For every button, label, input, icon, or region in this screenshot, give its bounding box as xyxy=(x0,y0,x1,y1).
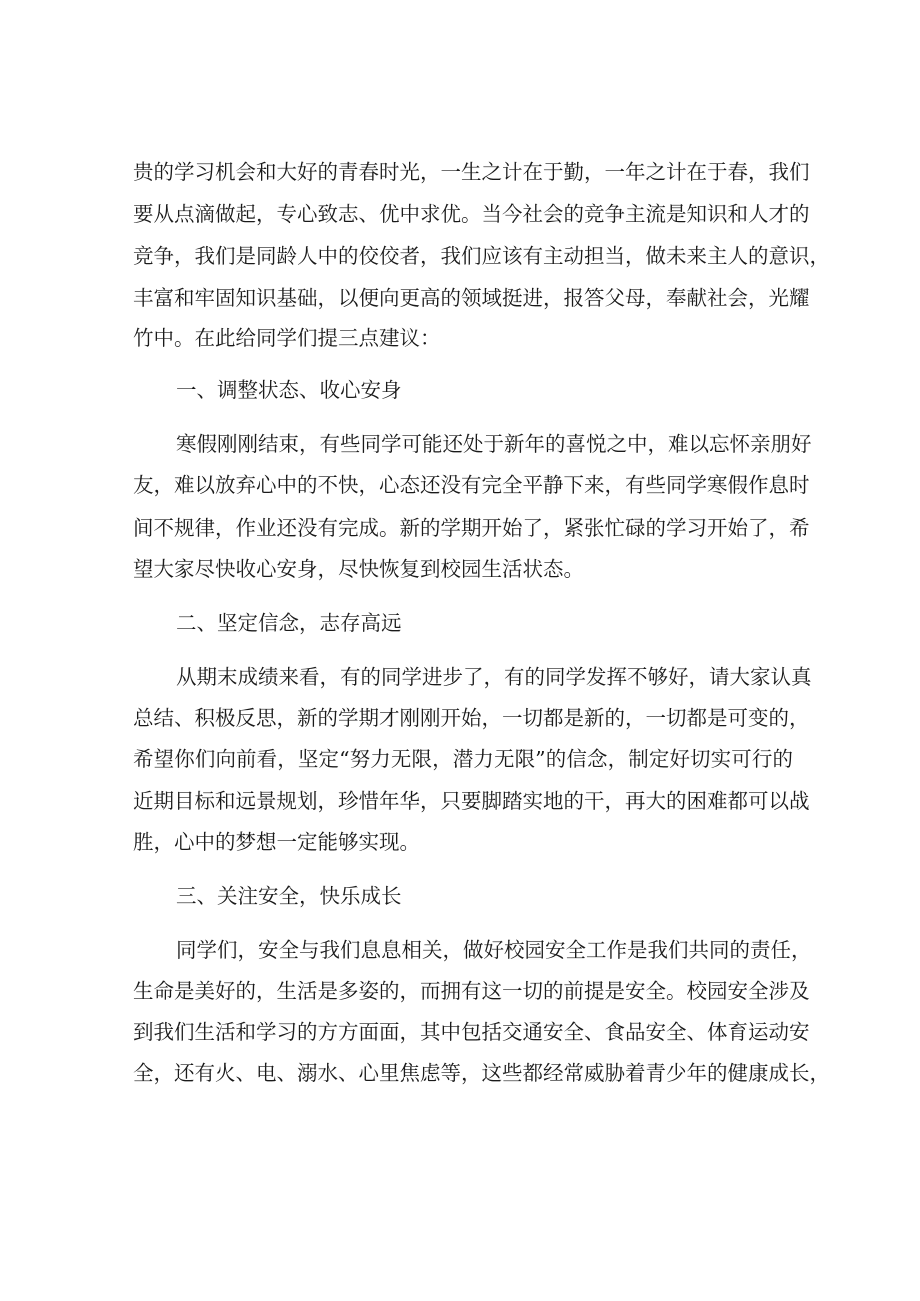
paragraph-line: 希望你们向前看，坚定“努力无限，潜力无限”的信念，制定好切实可行的 xyxy=(133,747,793,771)
paragraph-line: 同学们，安全与我们息息相关，做好校园安全工作是我们共同的责任， xyxy=(176,938,812,962)
paragraph-line: 胜，心中的梦想一定能够实现。 xyxy=(133,830,420,854)
paragraph-line: 要从点滴做起，专心致志、优中求优。当今社会的竞争主流是知识和人才的 xyxy=(133,202,810,226)
paragraph-line: 丰富和牢固知识基础，以便向更高的领域挺进，报答父母，奉献社会，光耀 xyxy=(133,286,810,310)
section-heading-3: 三、关注安全，快乐成长 xyxy=(176,884,402,908)
paragraph-line: 贵的学习机会和大好的青春时光，一生之计在于勤，一年之计在于春，我们 xyxy=(133,160,810,184)
paragraph-line: 近期目标和远景规划，珍惜年华，只要脚踏实地的干，再大的困难都可以战 xyxy=(133,789,810,813)
paragraph-line: 间不规律，作业还没有完成。新的学期开始了，紧张忙碌的学习开始了，希 xyxy=(133,516,810,540)
paragraph-line: 竞争，我们是同龄人中的佼佼者，我们应该有主动担当，做未来主人的意识， xyxy=(133,244,830,268)
paragraph-line: 寒假刚刚结束，有些同学可能还处于新年的喜悦之中，难以忘怀亲朋好 xyxy=(176,432,812,456)
paragraph-line: 友，难以放弃心中的不快，心态还没有完全平静下来，有些同学寒假作息时 xyxy=(133,473,810,497)
section-heading-1: 一、调整状态、收心安身 xyxy=(176,378,402,402)
paragraph-line: 竹中。在此给同学们提三点建议： xyxy=(133,326,441,350)
paragraph-line: 全，还有火、电、溺水、心里焦虑等，这些都经常威胁着青少年的健康成长， xyxy=(133,1061,830,1085)
paragraph-line: 总结、积极反思，新的学期才刚刚开始，一切都是新的，一切都是可变的， xyxy=(133,706,810,730)
paragraph-line: 望大家尽快收心安身，尽快恢复到校园生活状态。 xyxy=(133,557,584,581)
paragraph-line: 到我们生活和学习的方方面面，其中包括交通安全、食品安全、体育运动安 xyxy=(133,1020,810,1044)
paragraph-line: 生命是美好的，生活是多姿的，而拥有这一切的前提是安全。校园安全涉及 xyxy=(133,979,810,1003)
section-heading-2: 二、坚定信念，志存高远 xyxy=(176,611,402,635)
paragraph-line: 从期末成绩来看，有的同学进步了，有的同学发挥不够好，请大家认真 xyxy=(176,665,812,689)
